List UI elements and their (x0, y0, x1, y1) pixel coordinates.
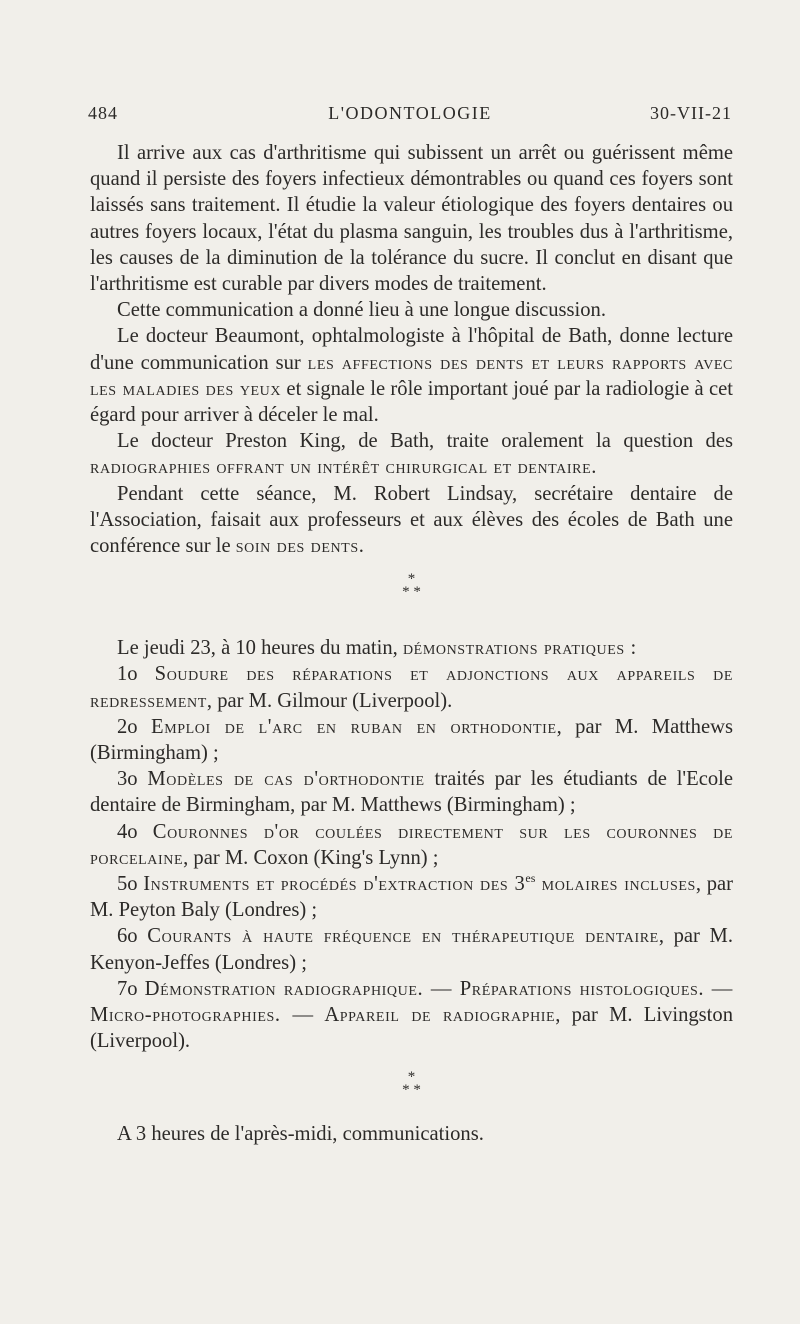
item-number: 5o (117, 873, 138, 896)
list-item (90, 661, 733, 713)
item-title: Emploi de l'arc en ruban en orthodontie (151, 715, 557, 738)
paragraph: A 3 heures de l'après-midi, communications. (117, 1122, 484, 1145)
page-number: 484 (88, 103, 118, 123)
item-rest: , par M. Peyton Baly (Londres) ; (90, 873, 733, 922)
paragraph (90, 323, 733, 428)
paragraph-text: Le jeudi 23, à 10 heures du matin, (117, 637, 403, 660)
item-rest: , par M. Kenyon-Jeffes (Londres) ; (90, 925, 734, 974)
item-number: 3o (117, 768, 138, 791)
paragraph (90, 481, 733, 560)
item-title: Démonstration radiographique. — Préparations histologiques. — Micro-photographies. — Appareil de radiographie (90, 977, 734, 1027)
section-separator (90, 1068, 733, 1098)
paragraph: Il arrive aux cas d'arthritisme qui subissent un arrêt ou guérissent même quand il persiste des foyers infectieux démontrables ou quand ces foyers sont laissés sans traitement. Il étudie la valeur étiologique des foyers dentaires ou autres foyers locaux, l'état du plasma sanguin, les troubles dus à l'arthritisme, les causes de la diminution de la tolérance du sucre. Il conclut en disant que l'arthritisme est curable par divers modes de traitement. (90, 142, 733, 296)
paragraph: Cette communication a donné lieu à une longue discussion. (117, 299, 606, 322)
paragraph-text: et signale le rôle important joué par la radiologie à cet égard pour arriver à déceler le mal. (90, 377, 733, 427)
item-rest: , par M. Gilmour (Liverpool). (206, 689, 453, 712)
item-title: Soudure des réparations et adjonctions aux appareils de redressement (90, 663, 733, 712)
item-rest: , par M. Coxon (King's Lynn) ; (183, 846, 439, 869)
small-caps-title: les affections des dents et leurs rapports avec les maladies des yeux (90, 351, 733, 400)
list-item (90, 819, 733, 871)
small-caps-title: démonstrations pratiques : (402, 637, 637, 660)
small-caps-title: soin des dents. (235, 535, 365, 558)
paragraph (90, 428, 733, 480)
list-item (90, 766, 733, 818)
item-number: 2o (117, 715, 138, 738)
asterisk-bottom: * * (402, 584, 421, 601)
list-item (90, 714, 733, 766)
item-number: 4o (117, 820, 138, 843)
item-title: Couronnes d'or coulées directement sur les couronnes de porcelaine (90, 820, 733, 869)
item-title: molaires incluses (535, 873, 696, 896)
item-rest: , par M. Matthews (Birmingham) ; (90, 715, 733, 765)
paragraph-text: Le docteur Preston King, de Bath, traite oralement la question des (117, 430, 733, 453)
list-item (90, 976, 733, 1055)
superscript: es (525, 871, 536, 886)
list-item (90, 923, 733, 975)
issue-date: 30-VII-21 (650, 103, 732, 123)
item-number: 7o (117, 977, 138, 1000)
paragraph-text: Le docteur Beaumont, ophtalmologiste à l'hôpital de Bath, donne lecture d'une communication sur (90, 325, 733, 374)
item-rest: traités par les étudiants de l'Ecole dentaire de Birmingham, par M. Matthews (Birmingham) ; (90, 768, 734, 817)
small-caps-title: radiographies offrant un intérêt chirurgical et dentaire. (90, 456, 597, 479)
item-number: 6o (117, 925, 138, 948)
list-item (90, 871, 733, 923)
running-head (88, 103, 732, 129)
section-separator (90, 573, 733, 599)
journal-title: L'ODONTOLOGIE (328, 103, 492, 123)
paragraph-text: Pendant cette séance, M. Robert Lindsay, secrétaire dentaire de l'Association, faisait aux professeurs et aux élèves des écoles de Bath une conférence sur le (90, 482, 733, 558)
body-text (90, 140, 733, 1147)
asterisk-bottom: * * (402, 1081, 421, 1098)
item-title: Courants à haute fréquence en thérapeutique dentaire (147, 925, 659, 948)
item-title: Modèles de cas d'orthodontie (147, 768, 425, 791)
asterisk-top: * (407, 571, 416, 588)
item-rest: , par M. Livingston (Liverpool). (90, 1004, 733, 1053)
item-number: 1o (117, 663, 138, 686)
paragraph (90, 635, 733, 661)
asterisk-top: * (407, 1068, 416, 1085)
item-title: Instruments et procédés d'extraction des 3 (143, 873, 526, 896)
